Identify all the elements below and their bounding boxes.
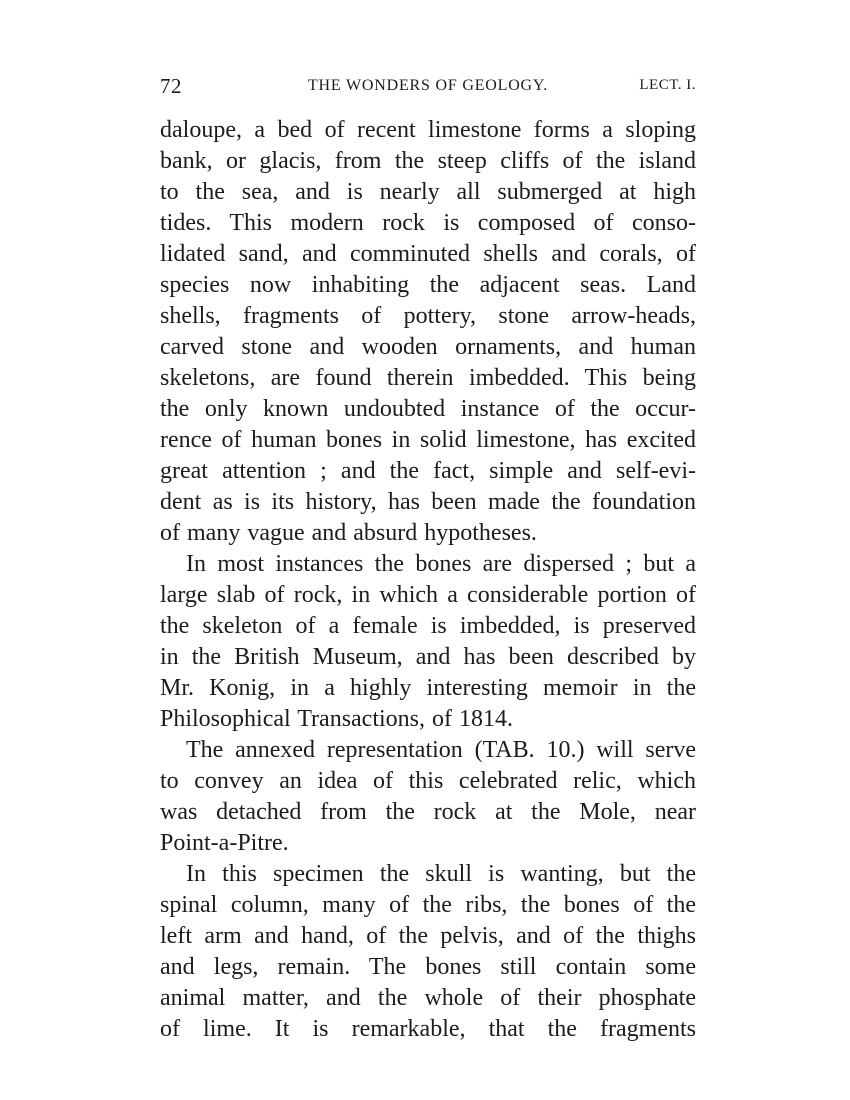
running-head: [160, 74, 696, 104]
text-line: Mr. Konig, in a highly interesting memoir in the: [160, 675, 696, 701]
text-line: left arm and hand, of the pelvis, and of the thighs: [160, 923, 696, 949]
text-line: great attention ; and the fact, simple and self-evi-: [160, 458, 696, 484]
text-line: to the sea, and is nearly all submerged at high: [160, 179, 696, 205]
text-line: was detached from the rock at the Mole, near: [160, 799, 696, 825]
text-line: species now inhabiting the adjacent seas. Land: [160, 272, 696, 298]
text-line: skeletons, are found therein imbedded. This being: [160, 365, 696, 391]
paragraph-start-line: In this specimen the skull is wanting, but the: [186, 861, 696, 887]
text-line: large slab of rock, in which a considerable portion of: [160, 582, 696, 608]
text-line: the only known undoubted instance of the occur-: [160, 396, 696, 422]
text-line: carved stone and wooden ornaments, and human: [160, 334, 696, 360]
text-line: bank, or glacis, from the steep cliffs of the island: [160, 148, 696, 174]
page-number: 72: [160, 74, 182, 98]
paragraph-end-line: Philosophical Transactions, of 1814.: [160, 706, 514, 732]
paragraph-end-line: of many vague and absurd hypotheses.: [160, 520, 537, 546]
text-line: shells, fragments of pottery, stone arrow-heads,: [160, 303, 696, 329]
text-line: spinal column, many of the ribs, the bones of the: [160, 892, 696, 918]
running-title: THE WONDERS OF GEOLOGY.: [307, 77, 549, 94]
paragraph-start-line: The annexed representation (TAB. 10.) will serve: [186, 737, 696, 763]
text-line: animal matter, and the whole of their phosphate: [160, 985, 696, 1011]
text-line: of lime. It is remarkable, that the fragments: [160, 1016, 696, 1042]
text-line: in the British Museum, and has been described by: [160, 644, 696, 670]
text-line: the skeleton of a female is imbedded, is preserved: [160, 613, 696, 639]
lecture-label: LECT. I.: [639, 77, 696, 93]
paragraph-end-line: Point-a-Pitre.: [160, 830, 289, 856]
text-line: tides. This modern rock is composed of conso-: [160, 210, 696, 236]
body-text: [160, 115, 696, 1045]
text-line: lidated sand, and comminuted shells and corals, of: [160, 241, 696, 267]
text-line: dent as is its history, has been made the foundation: [160, 489, 696, 515]
text-line: and legs, remain. The bones still contain some: [160, 954, 696, 980]
paragraph-start-line: In most instances the bones are dispersed ; but a: [186, 551, 696, 577]
text-line: daloupe, a bed of recent limestone forms a sloping: [160, 117, 696, 143]
text-line: to convey an idea of this celebrated relic, which: [160, 768, 696, 794]
text-line: rence of human bones in solid limestone, has excited: [160, 427, 696, 453]
